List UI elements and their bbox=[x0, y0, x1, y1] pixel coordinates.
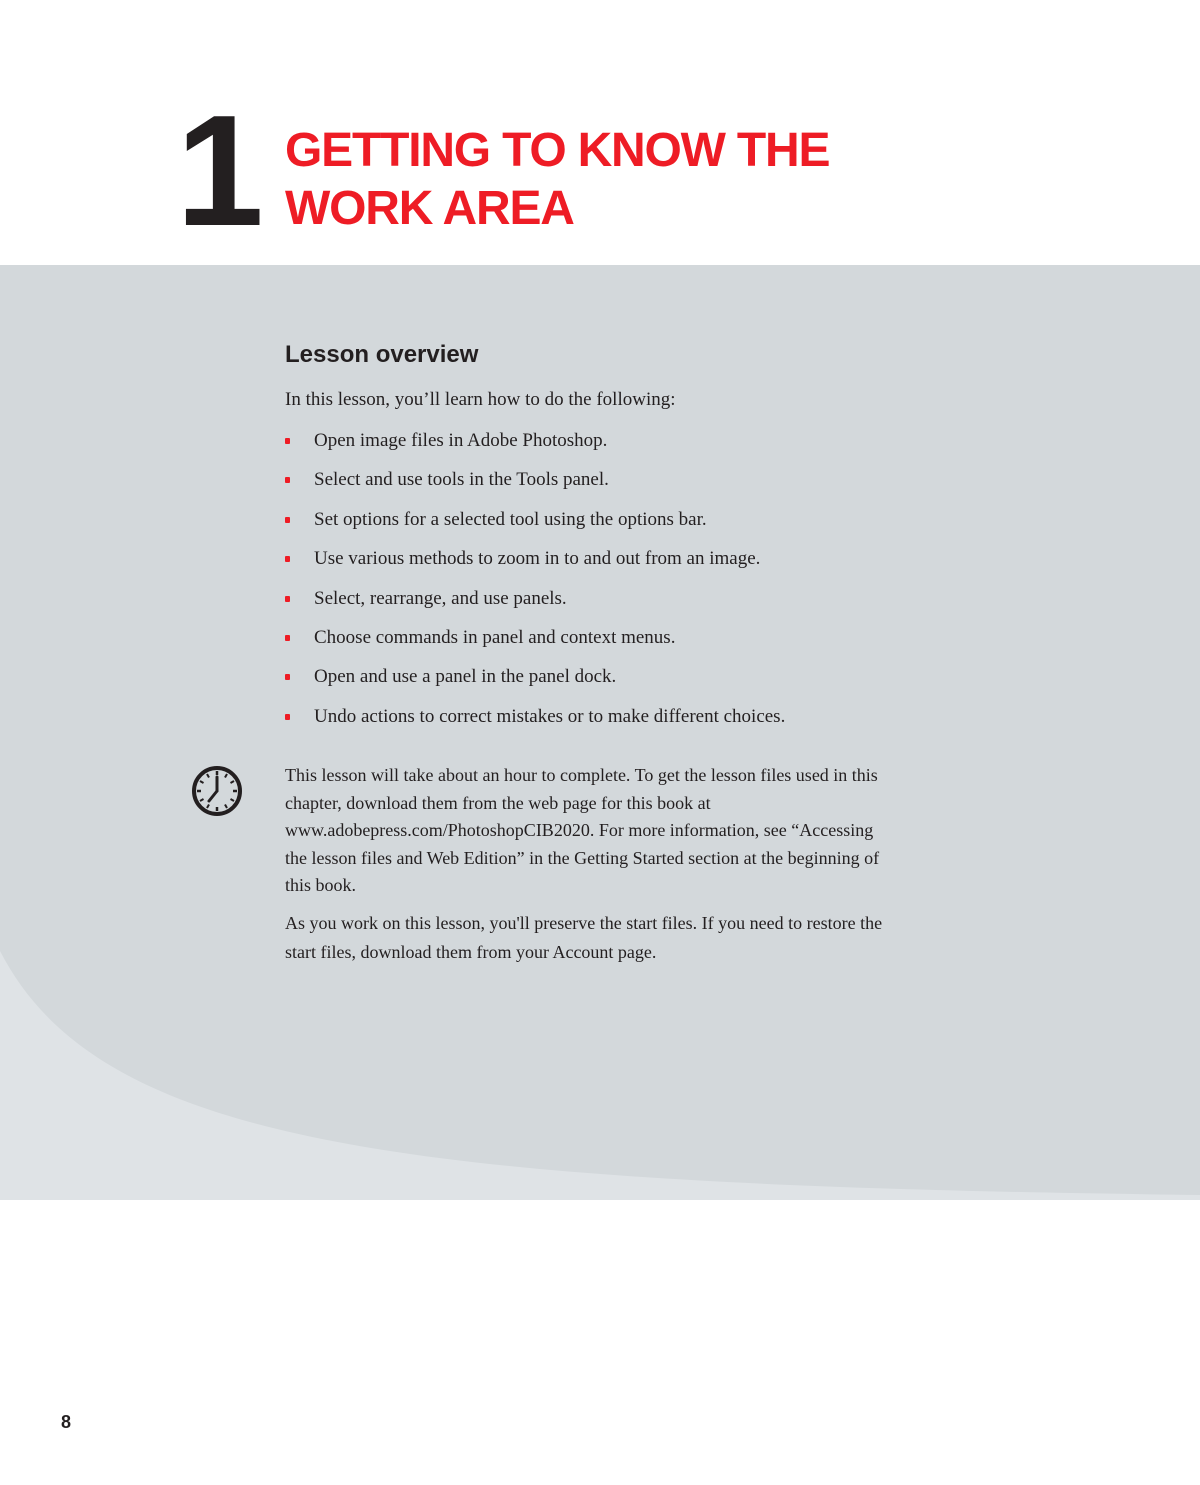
bullet-icon bbox=[285, 477, 290, 483]
chapter-title-line-1: GETTING TO KNOW THE bbox=[285, 124, 830, 177]
objective-text: Select and use tools in the Tools panel. bbox=[314, 469, 609, 491]
bullet-icon bbox=[285, 556, 290, 562]
start-files-paragraph: As you work on this lesson, you'll preserve the start files. If you need to restore the start files, download them from your Account page. bbox=[285, 913, 883, 962]
bullet-icon bbox=[285, 517, 290, 523]
list-item bbox=[285, 625, 785, 664]
objective-text: Undo actions to correct mistakes or to make different choices. bbox=[314, 705, 786, 727]
list-item bbox=[285, 546, 785, 585]
bullet-icon bbox=[285, 596, 290, 602]
chapter-title bbox=[285, 122, 925, 238]
list-item bbox=[285, 428, 785, 467]
list-item bbox=[285, 664, 785, 703]
list-item bbox=[285, 507, 785, 546]
objective-text: Open image files in Adobe Photoshop. bbox=[314, 430, 608, 451]
list-item bbox=[285, 467, 785, 506]
chapter-number: 1 bbox=[176, 83, 258, 259]
lesson-overview-heading: Lesson overview bbox=[285, 341, 479, 368]
page-number: 8 bbox=[61, 1412, 72, 1432]
clock-icon bbox=[190, 764, 244, 818]
chapter-title-line-2: WORK AREA bbox=[285, 182, 574, 235]
objective-text: Select, rearrange, and use panels. bbox=[314, 587, 567, 609]
bullet-icon bbox=[285, 674, 290, 680]
list-item bbox=[285, 586, 785, 625]
bullet-icon bbox=[285, 714, 290, 720]
objective-text: Open and use a panel in the panel dock. bbox=[314, 666, 617, 688]
band-swoosh-shape bbox=[0, 951, 1200, 1200]
bullet-icon bbox=[285, 438, 290, 444]
list-item bbox=[285, 704, 785, 743]
objective-text: Set options for a selected tool using the options bar. bbox=[314, 508, 707, 530]
bullet-icon bbox=[285, 635, 290, 641]
objective-text: Use various methods to zoom in to and out from an image. bbox=[314, 548, 761, 570]
lesson-intro: In this lesson, you’ll learn how to do the following: bbox=[285, 389, 676, 410]
objective-text: Choose commands in panel and context menus. bbox=[314, 626, 676, 648]
objectives-list bbox=[285, 428, 785, 743]
time-estimate-paragraph: This lesson will take about an hour to complete. To get the lesson files used in this chapter, download them from the web page for this book at www.adobepress.com/PhotoshopCIB2020. For more information, see “Accessing the lesson files and Web Edition” in the Getting Started section at the beginning of this book. bbox=[285, 765, 880, 895]
